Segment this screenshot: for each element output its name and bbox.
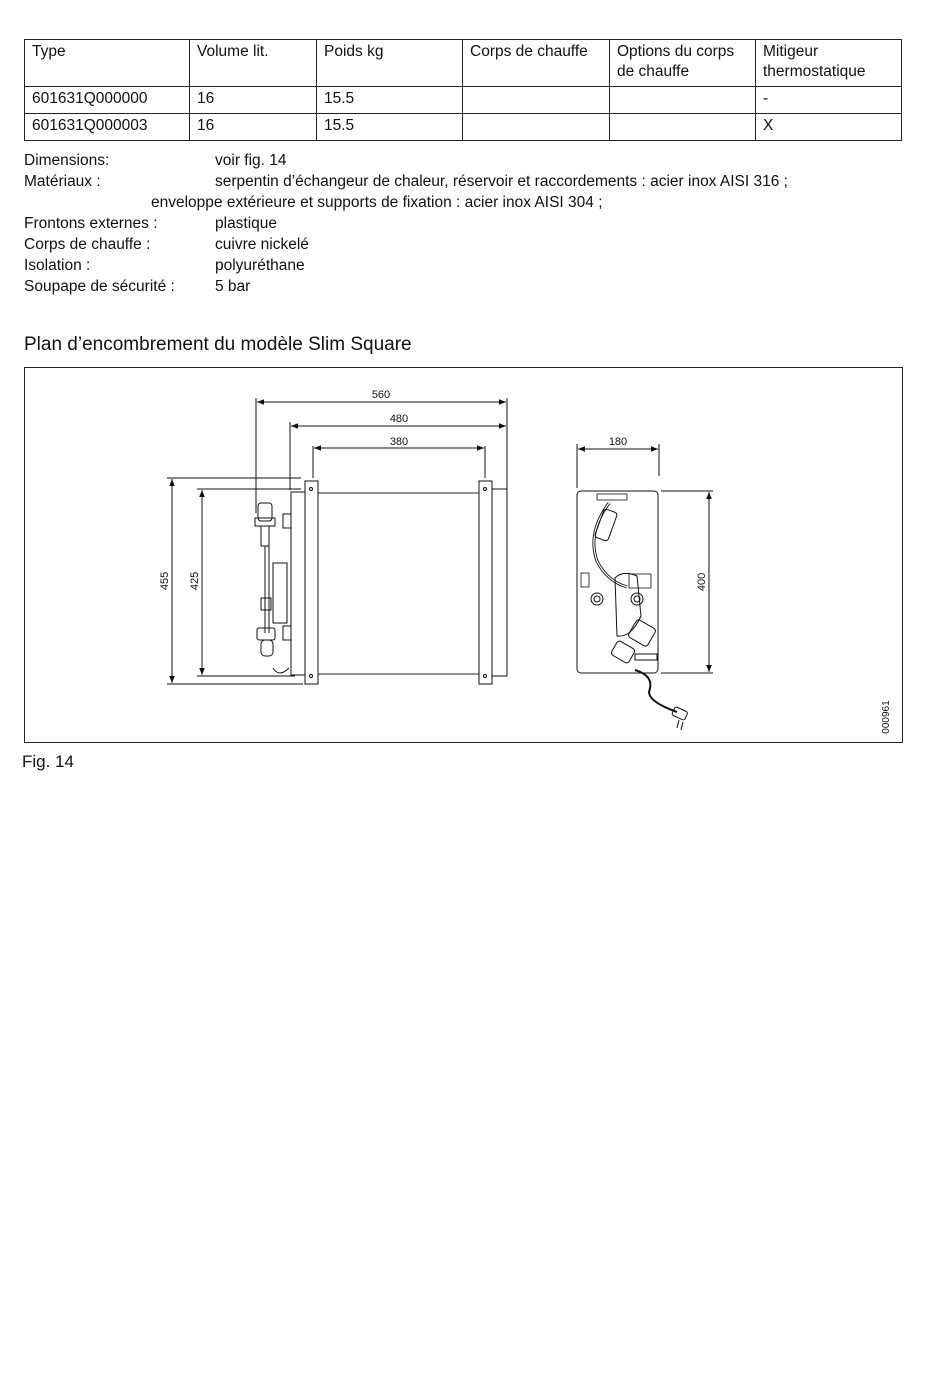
side-view	[255, 481, 507, 684]
spec-value: cuivre nickelé	[215, 236, 309, 253]
spec-value: enveloppe extérieure et supports de fixation : acier inox AISI 304 ;	[151, 194, 603, 211]
col-volume: Volume lit.	[190, 40, 317, 87]
spec-label: Frontons externes :	[24, 215, 158, 232]
col-corps: Corps de chauffe	[463, 40, 610, 87]
dimensions-vertical	[159, 478, 303, 684]
dim-480-label: 480	[389, 413, 409, 425]
table-row	[25, 87, 902, 114]
spec-value: plastique	[215, 215, 278, 232]
spec-value: polyuréthane	[215, 257, 305, 274]
spec-label: Dimensions:	[24, 152, 110, 169]
col-type: Type	[25, 40, 190, 87]
dim-560-label: 560	[371, 389, 391, 401]
table-header-row	[25, 40, 902, 87]
spec-value: voir fig. 14	[215, 152, 287, 169]
cell-volume: 16	[190, 87, 317, 114]
spec-label: Isolation :	[24, 257, 91, 274]
cell-options	[610, 114, 756, 141]
dim-455-label: 455	[159, 571, 171, 591]
cell-mitigeur: X	[756, 114, 902, 141]
spec-table	[24, 39, 902, 141]
spec-label: Corps de chauffe :	[24, 236, 151, 253]
spec-value: serpentin d’échangeur de chaleur, réservoir et raccordements : acier inox AISI 316 ;	[215, 173, 788, 190]
front-view	[577, 491, 688, 730]
cell-type: 601631Q000000	[25, 87, 190, 114]
cell-poids: 15.5	[317, 87, 463, 114]
spec-label: Matériaux :	[24, 173, 101, 190]
figure-caption: Fig. 14	[22, 752, 74, 771]
dim-380-label: 380	[389, 436, 409, 448]
table-row	[25, 114, 902, 141]
cell-volume: 16	[190, 114, 317, 141]
cell-corps	[463, 87, 610, 114]
plan-title: Plan d’encombrement du modèle Slim Square	[24, 334, 412, 355]
col-options: Options du corps de chauffe	[610, 40, 756, 87]
cell-corps	[463, 114, 610, 141]
dimensions-horizontal	[256, 389, 507, 513]
cell-mitigeur: -	[756, 87, 902, 114]
col-poids: Poids kg	[317, 40, 463, 87]
spec-value: 5 bar	[215, 278, 251, 295]
dim-180-label: 180	[608, 436, 628, 448]
cell-poids: 15.5	[317, 114, 463, 141]
dimension-drawing	[24, 367, 903, 743]
drawing-code: 000961	[881, 700, 892, 734]
dim-400-label: 400	[696, 572, 708, 592]
dimensions-front	[577, 436, 713, 673]
spec-label: Soupape de sécurité :	[24, 278, 175, 295]
dim-425-label: 425	[189, 571, 201, 591]
cell-options	[610, 87, 756, 114]
cell-type: 601631Q000003	[25, 114, 190, 141]
col-mitigeur: Mitigeur thermostatique	[756, 40, 902, 87]
